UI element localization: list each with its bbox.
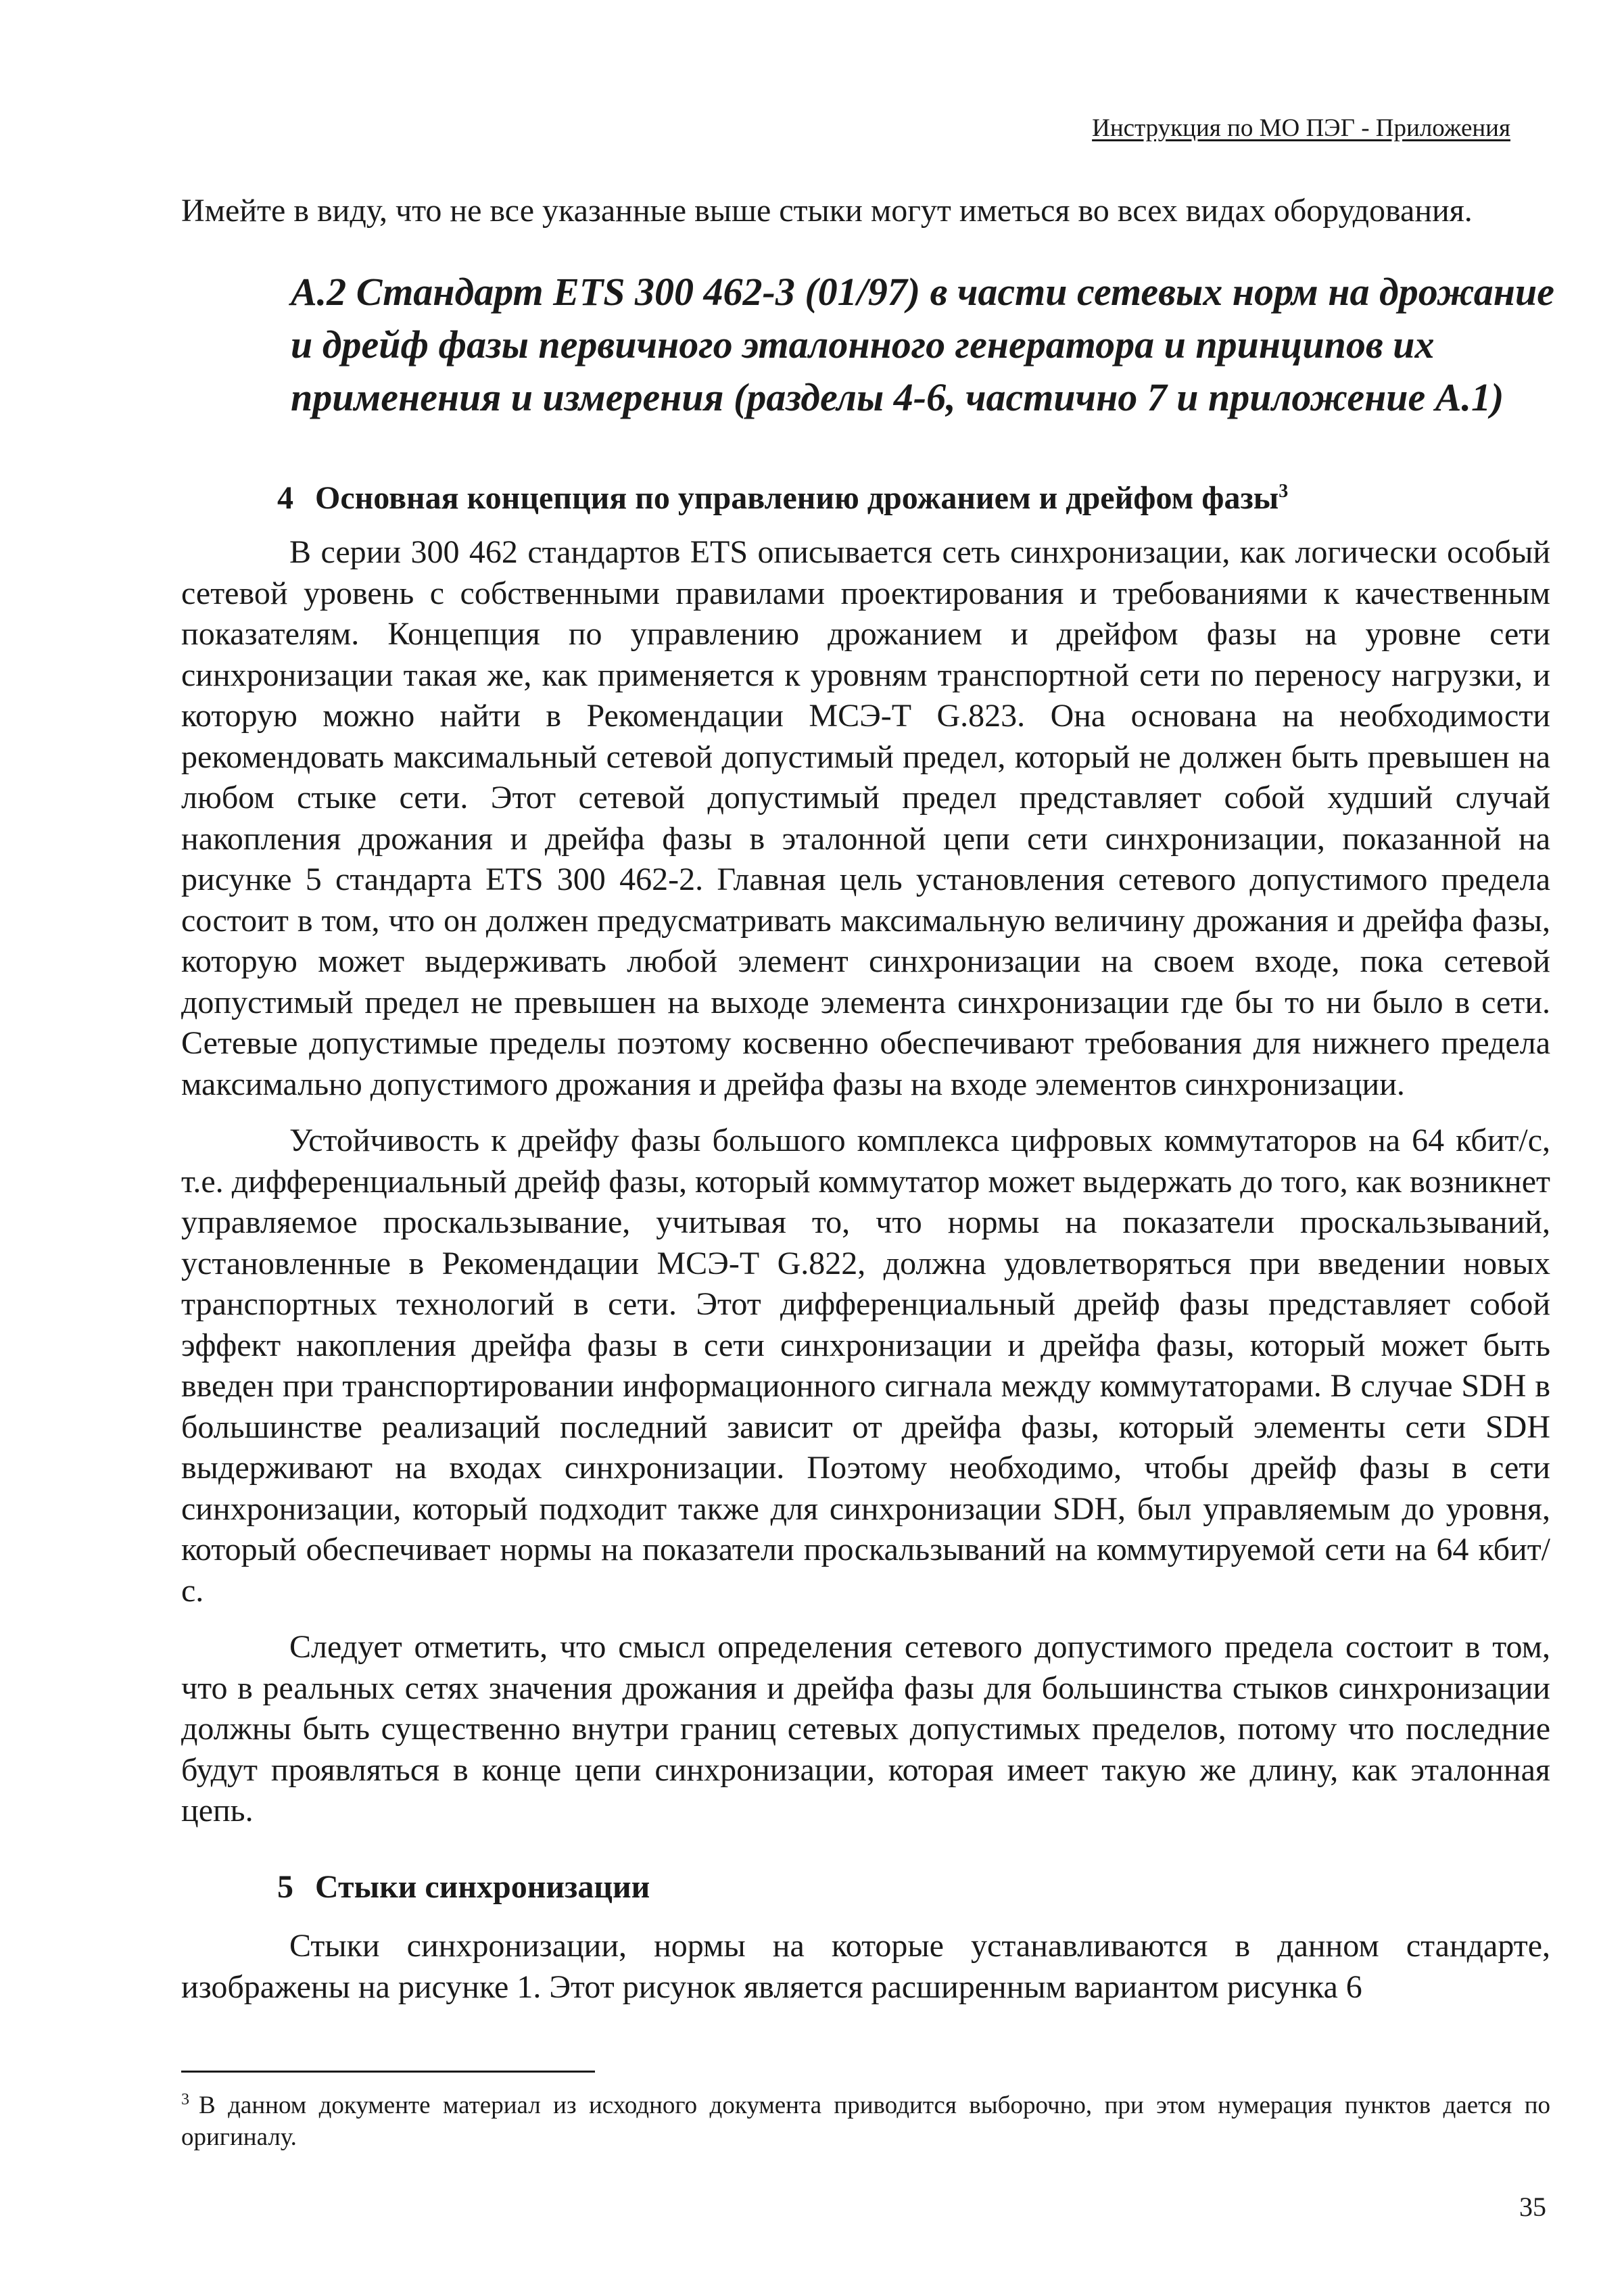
paragraph: В серии 300 462 стандартов ETS описывается сеть синхронизации, как логически особый сетевой уровень с собственными правилами проектирования и требованиями к качественным показателям. Концепция по управлению дрожанием и дрейфом фазы на уровне сети синхронизации такая же, как применяется к уровням транспортной сети по переносу нагрузки, и которую можно найти в Рекомендации МСЭ-Т G.823. Она основана на необходимости рекомендовать максимальный сетевой допустимый предел, который не должен быть превышен на любом стыке сети. Этот сетевой допустимый предел представляет собой худший случай накопления дрожания и дрейфа фазы в эталонной цепи сети синхронизации, показанной на рисунке 5 стандарта ETS 300 462-2. Главная цель установления сетевого допустимого предела состоит в том, что он должен предусматривать максимальную величину дрожания и дрейфа фазы, которую может выдерживать любой элемент синхронизации на своем входе, пока сетевой допустимый предел не превышен на выходе элемента синхронизации где бы то ни было в сети. Сетевые допустимые пределы поэтому косвенно обеспечивают требования для нижнего предела максимально допустимого дрожания и дрейфа фазы на входе элементов синхронизации. (181, 534, 1550, 1102)
section-4-heading (277, 478, 1288, 519)
running-header: Инструкция по МО ПЭГ - Приложения (1092, 114, 1510, 142)
section-5-body (181, 1926, 1550, 2008)
section-4-number: 4 (277, 480, 293, 516)
paragraph: Стыки синхронизации, нормы на которые устанавливаются в данном стандарте, изображены на рисунке 1. Этот рисунок является расширенным вариантом рисунка 6 (181, 1928, 1550, 2005)
section-4-title: Основная концепция по управлению дрожанием и дрейфом фазы (315, 480, 1279, 516)
paragraph: Следует отметить, что смысл определения сетевого допустимого предела состоит в том, что в реальных сетях значения дрожания и дрейфа фазы для большинства стыков синхронизации должны быть существенно внутри границ сетевых допустимых пределов, потому что последние будут проявляться в конце цепи синхронизации, которая имеет такую же длину, как эталонная цепь. (181, 1629, 1550, 1828)
footnote-divider (181, 2071, 595, 2073)
annex-number: А.2 (291, 270, 347, 314)
page-number: 35 (1519, 2192, 1546, 2222)
footnote-ref: 3 (1279, 481, 1289, 502)
section-5-number: 5 (277, 1869, 293, 1905)
annex-title (291, 266, 1562, 424)
intro-note: Имейте в виду, что не все указанные выше стыки могут иметься во всех видах оборудования. (181, 193, 1473, 229)
annex-title-text: Стандарт ETS 300 462-3 (01/97) в части сетевых норм на дрожание и дрейф фазы первичного эталонного генератора и принципов их применения и измерения (разделы 4-6, частично 7 и приложение А.1) (291, 270, 1554, 419)
section-4-body (181, 532, 1550, 1832)
section-5-heading (277, 1867, 650, 1908)
footnote-mark: 3 (181, 2090, 189, 2108)
section-5-title: Стыки синхронизации (315, 1869, 650, 1905)
footnote-text: В данном документе материал из исходного документа приводится выборочно, при этом нумерация пунктов дается по оригиналу. (181, 2092, 1550, 2151)
paragraph: Устойчивость к дрейфу фазы большого комплекса цифровых коммутаторов на 64 кбит/с, т.е. дифференциальный дрейф фазы, который коммутатор может выдержать до того, как возникнет управляемое проскальзывание, учитывая то, что нормы на показатели проскальзываний, установленные в Рекомендации МСЭ-Т G.822, должна удовлетворяться при введении новых транспортных технологий в сети. Этот дифференциальный дрейф фазы представляет собой эффект накопления дрейфа фазы в сети синхронизации и дрейфа фазы, который может быть введен при транспортировании информационного сигнала между коммутаторами. В случае SDH в большинстве реализаций последний зависит от дрейфа фазы, который элементы сети SDH выдерживают на входах синхронизации. Поэтому необходимо, чтобы дрейф фазы в сети синхронизации, который подходит также для синхронизации SDH, был управляемым до уровня, который обеспечивает нормы на показатели проскальзываний на коммутируемой сети на 64 кбит/с. (181, 1123, 1550, 1609)
footnote (181, 2089, 1550, 2153)
